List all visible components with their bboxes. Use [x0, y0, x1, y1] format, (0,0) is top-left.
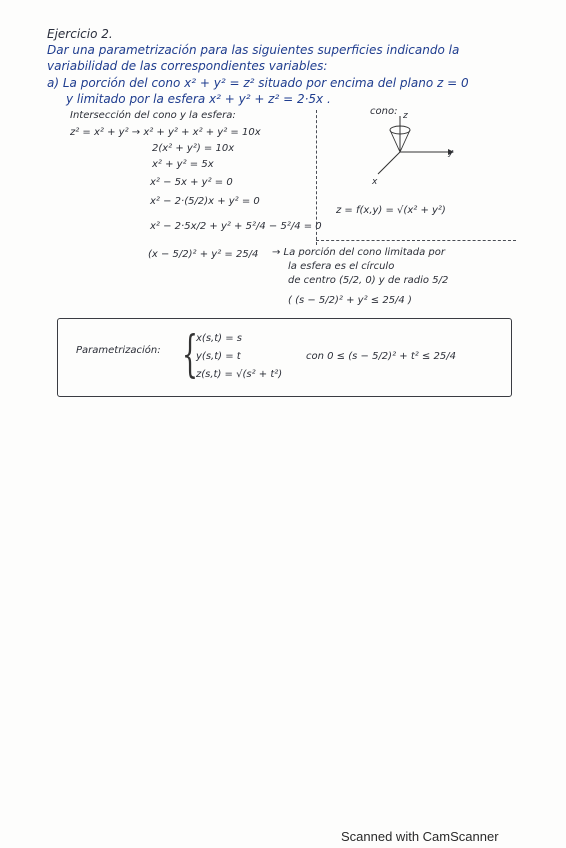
conclusion-line-3: de centro (5/2, 0) y de radio 5/2 — [288, 275, 449, 286]
conclusion-line-2: la esfera es el círculo — [288, 261, 395, 272]
derivation-line: x² − 2·(5/2)x + y² = 0 — [150, 196, 260, 207]
vertical-dashed-divider — [316, 110, 317, 245]
axis-z-label: z — [403, 111, 408, 121]
derivation-line: x² − 2·5x/2 + y² + 5²/4 − 5²/4 = 0 — [150, 221, 322, 232]
derivation-line: x² − 5x + y² = 0 — [150, 177, 233, 188]
axis-x-label: x — [372, 177, 378, 187]
derivation-heading: Intersección del cono y la esfera: — [70, 110, 236, 121]
conclusion-line-4: ( (s − 5/2)² + y² ≤ 25/4 ) — [288, 295, 412, 306]
statement-line-2: variabilidad de las correspondientes variables: — [47, 59, 328, 73]
part-a-line-2: y limitado por la esfera x² + y² + z² = 2·5x . — [66, 92, 331, 106]
derivation-line: x² + y² = 5x — [152, 159, 214, 170]
cone-label: cono: — [370, 106, 398, 117]
camscanner-watermark: Scanned with CamScanner — [341, 829, 499, 844]
derivation-line: (x − 5/2)² + y² = 25/4 — [148, 249, 259, 260]
parametrization-label: Parametrización: — [76, 345, 161, 356]
derivation-line: z² = x² + y² → x² + y² + x² + y² = 10x — [70, 127, 261, 138]
statement-line-1: Dar una parametrización para las siguientes superficies indicando la — [47, 43, 460, 57]
param-y: y(s,t) = t — [196, 351, 241, 362]
derivation-line: 2(x² + y²) = 10x — [152, 143, 235, 154]
axis-y-label: y — [448, 148, 454, 158]
param-condition: con 0 ≤ (s − 5/2)² + t² ≤ 25/4 — [306, 351, 456, 362]
param-x: x(s,t) = s — [196, 333, 242, 344]
cone-formula: z = f(x,y) = √(x² + y²) — [336, 205, 446, 216]
left-brace: { — [182, 325, 198, 383]
part-a-line-1: a) La porción del cono x² + y² = z² situado por encima del plano z = 0 — [47, 76, 469, 90]
param-z: z(s,t) = √(s² + t²) — [196, 369, 283, 380]
horizontal-dashed-divider — [316, 240, 516, 241]
conclusion-line-1: → La porción del cono limitada por — [272, 247, 445, 258]
exercise-title: Ejercicio 2. — [47, 27, 113, 41]
